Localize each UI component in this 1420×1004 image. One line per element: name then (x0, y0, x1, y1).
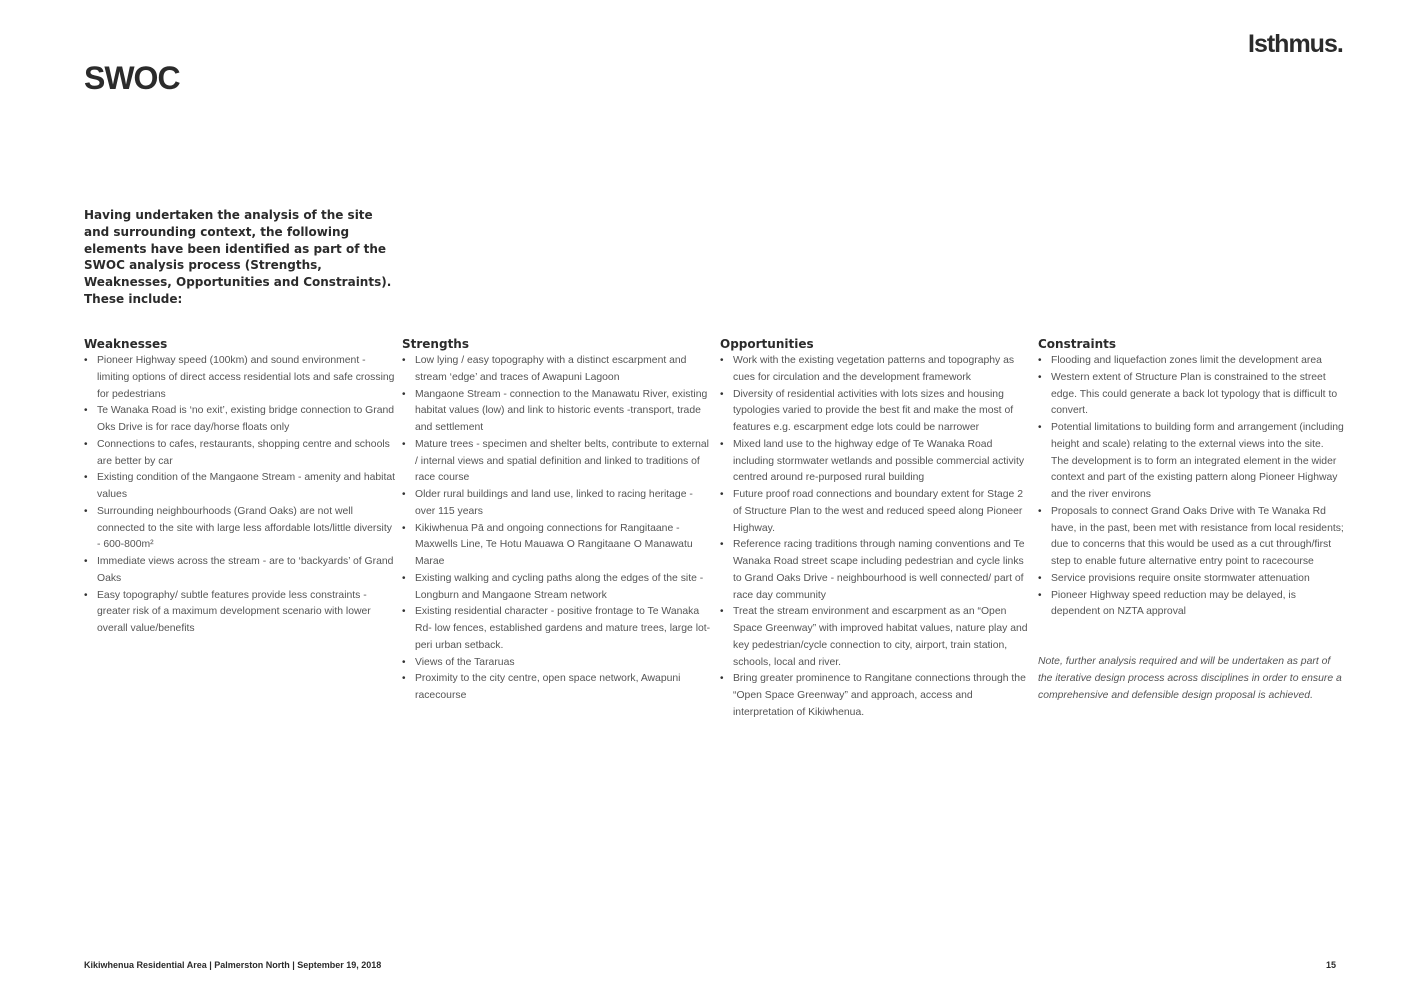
list-item: • Pioneer Highway speed reduction may be delayed, is dependent on NZTA approval (1038, 588, 1344, 622)
list-item: • Treat the stream environment and escarpment as an “Open Space Greenway” with improved habitat values, nature play and key pedestrian/cycle connection to city, airport, train station, schools, local and river. (720, 604, 1032, 671)
list-item: • Proximity to the city centre, open space network, Awapuni racecourse (402, 671, 714, 705)
strengths-heading: Strengths (402, 337, 469, 351)
list-item: • Pioneer Highway speed (100km) and sound environment - limiting options of direct access residential lots and safe crossing for pedestrians (84, 353, 396, 403)
list-item: • Service provisions require onsite stormwater attenuation (1038, 571, 1344, 588)
opportunities-column (720, 336, 1038, 722)
weaknesses-column (84, 336, 402, 722)
strengths-column (402, 336, 720, 722)
constraints-column (1038, 336, 1344, 722)
list-item: • Kikiwhenua Pā and ongoing connections for Rangitaane - Maxwells Line, Te Hotu Mauawa O Rangitaane O Manawatu Marae (402, 521, 714, 571)
list-item: • Proposals to connect Grand Oaks Drive with Te Wanaka Rd have, in the past, been met with resistance from local residents; due to concerns that this would be used as a cut through/first step to enable future alternative entry point to racecourse (1038, 504, 1344, 571)
list-item: • Existing condition of the Mangaone Stream - amenity and habitat values (84, 470, 396, 504)
list-item: • Mixed land use to the highway edge of Te Wanaka Road including stormwater wetlands and possible commercial activity centred around re-purposed rural building (720, 437, 1032, 487)
weaknesses-heading: Weaknesses (84, 337, 168, 351)
list-item: • Views of the Tararuas (402, 655, 714, 672)
page-title: SWOC (84, 60, 180, 96)
opportunities-heading: Opportunities (720, 337, 814, 351)
list-item: • Easy topography/ subtle features provide less constraints - greater risk of a maximum development scenario with lower overall value/benefits (84, 588, 396, 638)
list-item: • Te Wanaka Road is ‘no exit’, existing bridge connection to Grand Oks Drive is for race day/horse floats only (84, 403, 396, 437)
isthmus-logo: Isthmus. (1248, 30, 1343, 58)
list-item: • Work with the existing vegetation patterns and topography as cues for circulation and the development framework (720, 353, 1032, 387)
list-item: • Diversity of residential activities with lots sizes and housing typologies varied to provide the best fit and make the most of features e.g. escarpment edge lots could be narrower (720, 387, 1032, 437)
constraints-list (1038, 353, 1344, 621)
list-item: • Reference racing traditions through naming conventions and Te Wanaka Road street scape including pedestrian and cycle links to Grand Oaks Drive - neighbourhood is well connected/ part of race day community (720, 537, 1032, 604)
list-item: • Existing residential character - positive frontage to Te Wanaka Rd- low fences, established gardens and mature trees, large lot-peri urban setback. (402, 604, 714, 654)
list-item: • Flooding and liquefaction zones limit the development area (1038, 353, 1344, 370)
list-item: • Mangaone Stream - connection to the Manawatu River, existing habitat values (low) and link to historic events -transport, trade and settlement (402, 387, 714, 437)
intro-paragraph: Having undertaken the analysis of the site and surrounding context, the following elements have been identified as part of the SWOC analysis process (Strengths, Weaknesses, Opportunities and Constraints). These include: (84, 208, 392, 306)
swoc-columns (84, 336, 1344, 722)
strengths-list (402, 353, 714, 705)
analysis-note: Note, further analysis required and will be undertaken as part of the iterative design process across disciplines in order to ensure a comprehensive and defensible design proposal is achieved. (1038, 656, 1342, 701)
list-item: • Low lying / easy topography with a distinct escarpment and stream ‘edge’ and traces of Awapuni Lagoon (402, 353, 714, 387)
list-item: • Surrounding neighbourhoods (Grand Oaks) are not well connected to the site with large less affordable lots/little diversity - 600-800m² (84, 504, 396, 554)
list-item: • Connections to cafes, restaurants, shopping centre and schools are better by car (84, 437, 396, 471)
list-item: • Existing walking and cycling paths along the edges of the site - Longburn and Mangaone Stream network (402, 571, 714, 605)
list-item: • Mature trees - specimen and shelter belts, contribute to external / internal views and spatial definition and linked to traditions of race course (402, 437, 714, 487)
constraints-heading: Constraints (1038, 337, 1117, 351)
list-item: • Potential limitations to building form and arrangement (including height and scale) relating to the external views into the site. The development is to form an integrated element in the wider context and part of the existing pattern along Pioneer Highway and the river environs (1038, 420, 1344, 504)
footer-document-info: Kikiwhenua Residential Area | Palmerston North | September 19, 2018 (84, 960, 382, 970)
opportunities-list (720, 353, 1032, 722)
list-item: • Bring greater prominence to Rangitane connections through the “Open Space Greenway” and approach, access and interpretation of Kikiwhenua. (720, 671, 1032, 721)
weaknesses-list (84, 353, 396, 638)
page-number: 15 (1325, 960, 1336, 970)
list-item: • Older rural buildings and land use, linked to racing heritage - over 115 years (402, 487, 714, 521)
list-item: • Western extent of Structure Plan is constrained to the street edge. This could generate a back lot typology that is difficult to convert. (1038, 370, 1344, 420)
list-item: • Immediate views across the stream - are to ‘backyards’ of Grand Oaks (84, 554, 396, 588)
list-item: • Future proof road connections and boundary extent for Stage 2 of Structure Plan to the west and reduced speed along Pioneer Highway. (720, 487, 1032, 537)
